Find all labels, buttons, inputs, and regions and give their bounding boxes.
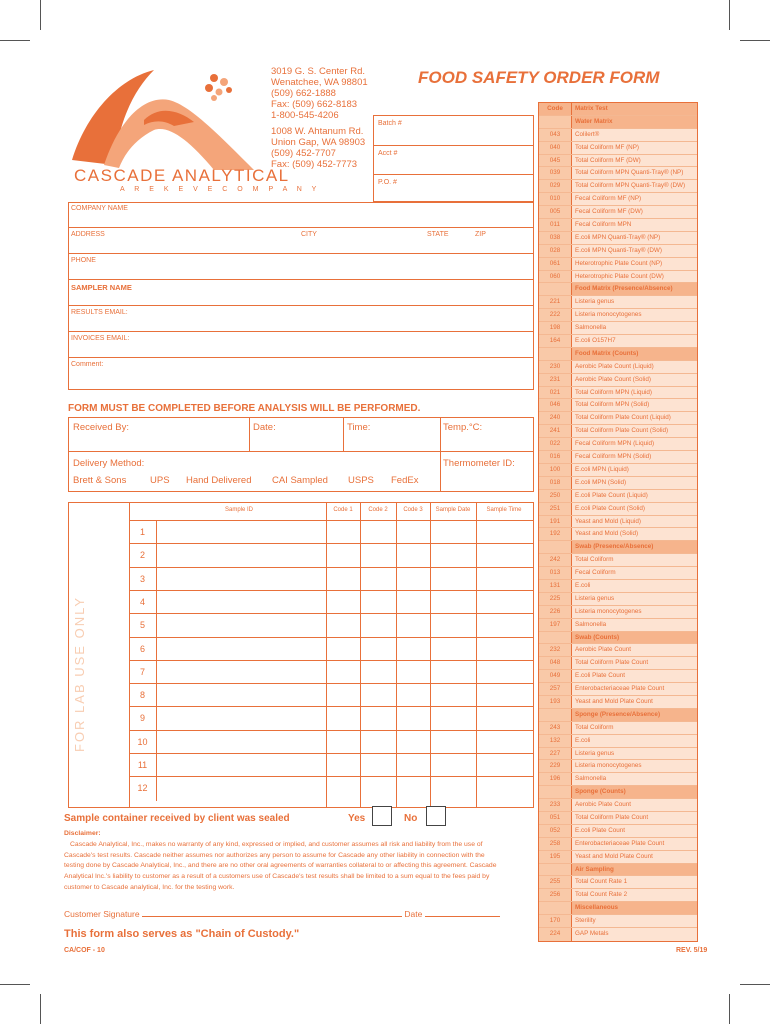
matrix-test-name: Listeria monocytogenes xyxy=(572,606,697,618)
divider xyxy=(69,253,533,254)
list-item[interactable] xyxy=(539,670,697,683)
matrix-section-header xyxy=(539,902,697,915)
client-info-box xyxy=(68,202,534,390)
sealed-yes-label: Yes xyxy=(348,813,366,824)
list-item[interactable] xyxy=(539,296,697,309)
matrix-code: 258 xyxy=(539,838,572,850)
matrix-test-name: Total Coliform MF (DW) xyxy=(572,155,697,167)
list-item[interactable] xyxy=(539,387,697,400)
table-row[interactable] xyxy=(129,753,533,776)
list-item[interactable] xyxy=(539,477,697,490)
list-item[interactable] xyxy=(539,451,697,464)
matrix-section-header xyxy=(539,283,697,296)
matrix-code: 225 xyxy=(539,593,572,605)
matrix-code xyxy=(539,786,572,798)
table-row[interactable] xyxy=(129,683,533,706)
matrix-code: 131 xyxy=(539,580,572,592)
matrix-code: 170 xyxy=(539,915,572,927)
list-item[interactable] xyxy=(539,503,697,516)
matrix-header xyxy=(539,103,697,116)
list-item[interactable] xyxy=(539,464,697,477)
matrix-code: 021 xyxy=(539,387,572,399)
matrix-code xyxy=(539,541,572,553)
acct-field[interactable]: Acct # xyxy=(378,150,398,157)
matrix-test-name: Water Matrix xyxy=(572,116,697,128)
matrix-code: 022 xyxy=(539,438,572,450)
header-code2: Code 2 xyxy=(368,507,388,513)
matrix-test-name: Total Coliform xyxy=(572,554,697,566)
delivery-method-label: Delivery Method: xyxy=(73,458,145,469)
crop-mark xyxy=(729,0,730,30)
matrix-test-name: E.coli MPN Quanti-Tray® (DW) xyxy=(572,245,697,257)
header-sample-date: Sample Date xyxy=(435,507,471,513)
matrix-code: 011 xyxy=(539,219,572,231)
sample-row-number: 6 xyxy=(129,638,157,661)
matrix-test-name: Fecal Coliform MF (DW) xyxy=(572,206,697,218)
matrix-code: 046 xyxy=(539,399,572,411)
chain-of-custody-note: This form also serves as "Chain of Custody." xyxy=(64,928,300,940)
matrix-code: 196 xyxy=(539,773,572,785)
office-fields-box xyxy=(373,115,534,202)
matrix-section-header xyxy=(539,116,697,129)
list-item[interactable] xyxy=(539,683,697,696)
list-item[interactable] xyxy=(539,155,697,168)
list-item[interactable] xyxy=(539,915,697,928)
matrix-test-name: Listeria genus xyxy=(572,296,697,308)
signature-line[interactable] xyxy=(142,916,402,917)
matrix-test-name: Total Count Rate 2 xyxy=(572,889,697,901)
matrix-code: 250 xyxy=(539,490,572,502)
matrix-code xyxy=(539,116,572,128)
matrix-test-name: Total Coliform MF (NP) xyxy=(572,142,697,154)
sample-row-number: 7 xyxy=(129,661,157,684)
matrix-code: 039 xyxy=(539,167,572,179)
matrix-test-name: Total Coliform Plate Count xyxy=(572,657,697,669)
sealed-no-label: No xyxy=(404,813,418,824)
delivery-option-usps[interactable]: USPS xyxy=(348,475,374,486)
matrix-header-name: Matrix Test xyxy=(572,103,697,115)
form-id: CA/COF - 10 xyxy=(64,947,105,954)
crop-mark xyxy=(740,984,770,985)
list-item[interactable] xyxy=(539,438,697,451)
matrix-section-header xyxy=(539,632,697,645)
po-field[interactable]: P.O. # xyxy=(378,179,397,186)
disclaimer-heading: Disclaimer: xyxy=(64,830,101,837)
list-item[interactable] xyxy=(539,374,697,387)
matrix-test-name: Food Matrix (Counts) xyxy=(572,348,697,360)
list-item[interactable] xyxy=(539,580,697,593)
list-item[interactable] xyxy=(539,412,697,425)
matrix-code: 045 xyxy=(539,155,572,167)
list-item[interactable] xyxy=(539,399,697,412)
address-union-gap: 1008 W. Ahtanum Rd. Union Gap, WA 98903 (509) 452-7707 Fax: (509) 452-7773 xyxy=(271,126,366,170)
matrix-test-name: Fecal Coliform MPN (Solid) xyxy=(572,451,697,463)
matrix-test-list xyxy=(538,102,698,942)
matrix-code: 005 xyxy=(539,206,572,218)
crop-mark xyxy=(40,0,41,30)
matrix-code xyxy=(539,902,572,914)
matrix-section-header xyxy=(539,786,697,799)
matrix-code: 060 xyxy=(539,271,572,283)
divider xyxy=(69,331,533,332)
list-item[interactable] xyxy=(539,567,697,580)
matrix-test-name: Total Coliform MPN (Liquid) xyxy=(572,387,697,399)
matrix-test-name: Total Coliform xyxy=(572,722,697,734)
matrix-code xyxy=(539,283,572,295)
customer-signature-label: Customer Signature xyxy=(64,909,140,919)
matrix-test-name: Listeria genus xyxy=(572,748,697,760)
disclaimer xyxy=(64,829,504,894)
matrix-code: 192 xyxy=(539,528,572,540)
company-name-field[interactable]: COMPANY NAME xyxy=(71,205,128,212)
table-row[interactable] xyxy=(129,567,533,590)
divider xyxy=(374,145,533,146)
brand-tagline: A R E K E V E C O M P A N Y xyxy=(120,186,321,193)
table-row[interactable] xyxy=(129,730,533,753)
list-item[interactable] xyxy=(539,606,697,619)
matrix-test-name: E.coli xyxy=(572,735,697,747)
sealed-yes-checkbox[interactable] xyxy=(372,806,392,826)
matrix-code: 255 xyxy=(539,876,572,888)
matrix-code: 164 xyxy=(539,335,572,347)
matrix-test-name: Enterobacteriaceae Plate Count xyxy=(572,683,697,695)
matrix-test-name: Yeast and Mold Plate Count xyxy=(572,696,697,708)
matrix-code: 229 xyxy=(539,760,572,772)
city-field[interactable]: CITY xyxy=(301,231,317,238)
matrix-code: 029 xyxy=(539,180,572,192)
header-code3: Code 3 xyxy=(403,507,423,513)
matrix-code: 013 xyxy=(539,567,572,579)
address-field[interactable]: ADDRESS xyxy=(71,231,105,238)
matrix-code: 232 xyxy=(539,644,572,656)
temp-field[interactable]: Temp.°C: xyxy=(443,422,483,433)
divider xyxy=(69,227,533,228)
matrix-test-name: E.coli Plate Count xyxy=(572,670,697,682)
matrix-code: 226 xyxy=(539,606,572,618)
phone-field[interactable]: PHONE xyxy=(71,257,96,264)
matrix-code: 038 xyxy=(539,232,572,244)
state-field[interactable]: STATE xyxy=(427,231,449,238)
sampler-name-field[interactable]: SAMPLER NAME xyxy=(71,283,132,292)
matrix-test-name: Total Coliform Plate Count xyxy=(572,812,697,824)
list-item[interactable] xyxy=(539,425,697,438)
matrix-test-name: Total Coliform Plate Count (Solid) xyxy=(572,425,697,437)
matrix-test-name: Colilert® xyxy=(572,129,697,141)
matrix-code: 198 xyxy=(539,322,572,334)
matrix-test-name: Salmonella xyxy=(572,773,697,785)
matrix-test-name: Yeast and Mold (Solid) xyxy=(572,528,697,540)
matrix-code: 242 xyxy=(539,554,572,566)
matrix-code: 241 xyxy=(539,425,572,437)
list-item[interactable] xyxy=(539,322,697,335)
form-title: FOOD SAFETY ORDER FORM xyxy=(418,68,660,87)
list-item[interactable] xyxy=(539,232,697,245)
header-code1: Code 1 xyxy=(333,507,353,513)
matrix-code: 100 xyxy=(539,464,572,476)
matrix-test-name: Listeria monocytogenes xyxy=(572,309,697,321)
matrix-test-name: E.coli O157H7 xyxy=(572,335,697,347)
sample-row-number: 5 xyxy=(129,614,157,637)
sample-row-number: 4 xyxy=(129,591,157,614)
matrix-test-name: Yeast and Mold (Liquid) xyxy=(572,516,697,528)
matrix-code xyxy=(539,864,572,876)
delivery-option-ups[interactable]: UPS xyxy=(150,475,170,486)
list-item[interactable] xyxy=(539,180,697,193)
matrix-test-name: Swab (Counts) xyxy=(572,632,697,644)
signature-date-line[interactable] xyxy=(425,916,500,917)
matrix-test-name: Aerobic Plate Count xyxy=(572,799,697,811)
crop-mark xyxy=(0,40,30,41)
matrix-section-header xyxy=(539,348,697,361)
sample-row-number: 2 xyxy=(129,544,157,567)
matrix-test-name: E.coli Plate Count xyxy=(572,825,697,837)
matrix-test-name: Miscellaneous xyxy=(572,902,697,914)
matrix-code: 048 xyxy=(539,657,572,669)
list-item[interactable] xyxy=(539,735,697,748)
matrix-test-name: Listeria genus xyxy=(572,593,697,605)
matrix-test-name: Total Count Rate 1 xyxy=(572,876,697,888)
matrix-test-name: Salmonella xyxy=(572,619,697,631)
matrix-code: 224 xyxy=(539,928,572,941)
divider xyxy=(343,418,344,451)
list-item[interactable] xyxy=(539,129,697,142)
table-row[interactable] xyxy=(129,660,533,683)
revision: REV. 5/19 xyxy=(676,947,708,954)
lab-use-label: FOR LAB USE ONLY xyxy=(72,595,87,752)
thermometer-id-field[interactable]: Thermometer ID: xyxy=(443,458,515,469)
matrix-test-name: E.coli MPN (Solid) xyxy=(572,477,697,489)
matrix-test-name: Aerobic Plate Count xyxy=(572,644,697,656)
matrix-code: 010 xyxy=(539,193,572,205)
crop-mark xyxy=(729,994,730,1024)
matrix-test-name: Total Coliform MPN Quanti-Tray® (NP) xyxy=(572,167,697,179)
crop-mark xyxy=(740,40,770,41)
address-wenatchee: 3019 G. S. Center Rd. Wenatchee, WA 98801 (509) 662-1888 Fax: (509) 662-8183 1-800-545-4206 xyxy=(271,66,368,121)
delivery-option-brett[interactable]: Brett & Sons xyxy=(73,475,127,486)
matrix-section-header xyxy=(539,709,697,722)
matrix-code: 222 xyxy=(539,309,572,321)
list-item[interactable] xyxy=(539,851,697,864)
list-item[interactable] xyxy=(539,799,697,812)
matrix-test-name: E.coli MPN (Liquid) xyxy=(572,464,697,476)
list-item[interactable] xyxy=(539,528,697,541)
list-item[interactable] xyxy=(539,696,697,709)
table-row[interactable] xyxy=(129,543,533,566)
completion-warning: FORM MUST BE COMPLETED BEFORE ANALYSIS WILL BE PERFORMED. xyxy=(68,403,421,414)
matrix-code: 049 xyxy=(539,670,572,682)
matrix-code: 052 xyxy=(539,825,572,837)
list-item[interactable] xyxy=(539,760,697,773)
list-item[interactable] xyxy=(539,657,697,670)
matrix-test-name: Enterobacteriaceae Plate Count xyxy=(572,838,697,850)
sample-table xyxy=(68,502,534,808)
matrix-test-name: Total Coliform Plate Count (Liquid) xyxy=(572,412,697,424)
matrix-test-name: Heterotrophic Plate Count (NP) xyxy=(572,258,697,270)
matrix-code: 221 xyxy=(539,296,572,308)
signature-date-label: Date xyxy=(404,909,423,919)
list-item[interactable] xyxy=(539,838,697,851)
matrix-test-name: Heterotrophic Plate Count (DW) xyxy=(572,271,697,283)
sample-row-number: 1 xyxy=(129,521,157,544)
matrix-test-name: Fecal Coliform MPN xyxy=(572,219,697,231)
matrix-code: 043 xyxy=(539,129,572,141)
matrix-code: 132 xyxy=(539,735,572,747)
matrix-code: 256 xyxy=(539,889,572,901)
batch-field[interactable]: Batch # xyxy=(378,120,402,127)
matrix-code xyxy=(539,632,572,644)
table-row[interactable] xyxy=(129,520,533,543)
matrix-section-header xyxy=(539,864,697,877)
list-item[interactable] xyxy=(539,271,697,284)
header-sample-time: Sample Time xyxy=(486,507,522,513)
list-item[interactable] xyxy=(539,258,697,271)
matrix-test-name: Sponge (Presence/Absence) xyxy=(572,709,697,721)
sealed-no-checkbox[interactable] xyxy=(426,806,446,826)
matrix-code: 251 xyxy=(539,503,572,515)
matrix-test-name: Listeria monocytogenes xyxy=(572,760,697,772)
divider xyxy=(69,451,533,452)
matrix-code: 240 xyxy=(539,412,572,424)
sample-row-number: 12 xyxy=(129,777,157,800)
matrix-test-name: E.coli Plate Count (Liquid) xyxy=(572,490,697,502)
received-by-field[interactable]: Received By: xyxy=(73,422,129,433)
list-item[interactable] xyxy=(539,876,697,889)
list-item[interactable] xyxy=(539,167,697,180)
matrix-test-name: E.coli Plate Count (Solid) xyxy=(572,503,697,515)
matrix-test-name: Yeast and Mold Plate Count xyxy=(572,851,697,863)
matrix-test-name: Fecal Coliform xyxy=(572,567,697,579)
invoices-email-field[interactable]: INVOICES EMAIL: xyxy=(71,335,130,342)
matrix-code: 016 xyxy=(539,451,572,463)
matrix-test-name: Fecal Coliform MF (NP) xyxy=(572,193,697,205)
sample-row-number: 8 xyxy=(129,684,157,707)
matrix-code: 257 xyxy=(539,683,572,695)
list-item[interactable] xyxy=(539,889,697,902)
divider xyxy=(440,418,441,491)
matrix-code: 231 xyxy=(539,374,572,386)
matrix-code: 195 xyxy=(539,851,572,863)
divider xyxy=(374,174,533,175)
list-item[interactable] xyxy=(539,335,697,348)
table-row[interactable] xyxy=(129,590,533,613)
matrix-code xyxy=(539,348,572,360)
crop-mark xyxy=(0,984,30,985)
matrix-code xyxy=(539,709,572,721)
matrix-test-name: E.coli xyxy=(572,580,697,592)
sample-row-number: 11 xyxy=(129,754,157,777)
disclaimer-text: Cascade Analytical, Inc., makes no warranty of any kind, expressed or implied, and customer assumes all risk and liability from the use of Cascade's test results. Cascade neither assumes nor authorizes any person to assume for Cascade any other liability in connection with the testing done by Cascade Analytical, Inc., and there are no other oral agreements of warranties collateral to or affecting this agreement. Cascade Analytical Inc.'s liability to customer as a result of a customers use of Cascade's test results shall be limited to a sum equal to the fees paid by customer to Cascade analytical, Inc. for the testing work. xyxy=(64,840,497,891)
matrix-code: 040 xyxy=(539,142,572,154)
list-item[interactable] xyxy=(539,193,697,206)
matrix-test-name: Air Sampling xyxy=(572,864,697,876)
matrix-code: 061 xyxy=(539,258,572,270)
list-item[interactable] xyxy=(539,773,697,786)
matrix-code: 230 xyxy=(539,361,572,373)
header-sample-id: Sample ID xyxy=(224,507,253,513)
matrix-test-name: Fecal Coliform MPN (Liquid) xyxy=(572,438,697,450)
matrix-test-name: Aerobic Plate Count (Solid) xyxy=(572,374,697,386)
time-field[interactable]: Time: xyxy=(347,422,371,433)
sealed-label: Sample container received by client was sealed xyxy=(64,813,290,824)
customer-signature-row xyxy=(64,909,500,919)
table-row[interactable] xyxy=(129,637,533,660)
delivery-option-fedex[interactable]: FedEx xyxy=(391,475,419,486)
results-email-field[interactable]: RESULTS EMAIL: xyxy=(71,309,128,316)
list-item[interactable] xyxy=(539,361,697,374)
list-item[interactable] xyxy=(539,490,697,503)
table-row[interactable] xyxy=(129,706,533,729)
matrix-header-code: Code xyxy=(539,103,572,115)
matrix-test-name: E.coli MPN Quanti-Tray® (NP) xyxy=(572,232,697,244)
list-item[interactable] xyxy=(539,722,697,735)
matrix-code: 197 xyxy=(539,619,572,631)
matrix-code: 051 xyxy=(539,812,572,824)
list-item[interactable] xyxy=(539,748,697,761)
sample-row-number: 10 xyxy=(129,731,157,754)
list-item[interactable] xyxy=(539,516,697,529)
matrix-test-name: Salmonella xyxy=(572,322,697,334)
matrix-code: 227 xyxy=(539,748,572,760)
delivery-option-cai[interactable]: CAI Sampled xyxy=(272,475,328,486)
list-item[interactable] xyxy=(539,593,697,606)
matrix-code: 243 xyxy=(539,722,572,734)
matrix-test-name: Total Coliform MPN (Solid) xyxy=(572,399,697,411)
matrix-code: 193 xyxy=(539,696,572,708)
list-item[interactable] xyxy=(539,206,697,219)
brand-name: CASCADE ANALYTICAL xyxy=(74,166,290,185)
sample-row-number: 3 xyxy=(129,568,157,591)
list-item[interactable] xyxy=(539,219,697,232)
matrix-test-name: Sponge (Counts) xyxy=(572,786,697,798)
divider xyxy=(69,279,533,280)
crop-mark xyxy=(40,994,41,1024)
sample-row-number: 9 xyxy=(129,707,157,730)
matrix-code: 191 xyxy=(539,516,572,528)
table-row[interactable] xyxy=(129,613,533,636)
matrix-code: 018 xyxy=(539,477,572,489)
zip-field[interactable]: ZIP xyxy=(475,231,486,238)
divider xyxy=(69,357,533,358)
date-field[interactable]: Date: xyxy=(253,422,276,433)
list-item[interactable] xyxy=(539,309,697,322)
comment-field[interactable]: Comment: xyxy=(71,361,104,368)
matrix-test-name: GAP Metals xyxy=(572,928,697,941)
list-item[interactable] xyxy=(539,619,697,632)
matrix-test-name: Food Matrix (Presence/Absence) xyxy=(572,283,697,295)
matrix-section-header xyxy=(539,541,697,554)
receipt-box xyxy=(68,417,534,492)
list-item[interactable] xyxy=(539,142,697,155)
divider xyxy=(69,305,533,306)
delivery-option-hand[interactable]: Hand Delivered xyxy=(186,475,252,486)
matrix-test-name: Aerobic Plate Count (Liquid) xyxy=(572,361,697,373)
list-item[interactable] xyxy=(539,245,697,258)
matrix-code: 028 xyxy=(539,245,572,257)
list-item[interactable] xyxy=(539,825,697,838)
list-item[interactable] xyxy=(539,644,697,657)
list-item[interactable] xyxy=(539,928,697,941)
list-item[interactable] xyxy=(539,554,697,567)
matrix-test-name: Swab (Presence/Absence) xyxy=(572,541,697,553)
divider xyxy=(249,418,250,451)
table-row[interactable] xyxy=(129,776,533,799)
matrix-test-name: Sterility xyxy=(572,915,697,927)
matrix-test-name: Total Coliform MPN Quanti-Tray® (DW) xyxy=(572,180,697,192)
matrix-code: 233 xyxy=(539,799,572,811)
list-item[interactable] xyxy=(539,812,697,825)
